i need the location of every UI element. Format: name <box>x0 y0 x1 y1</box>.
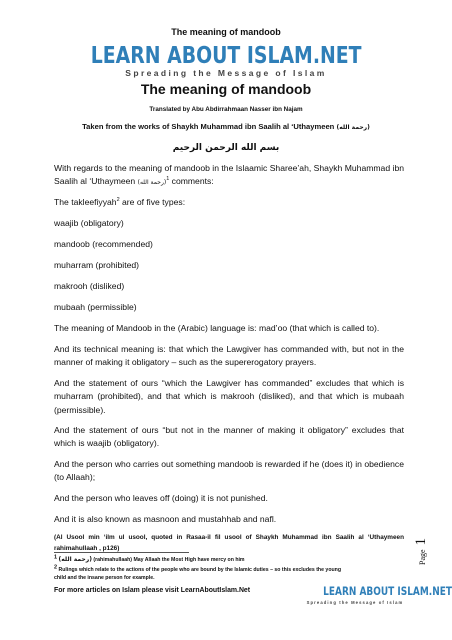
footnote-1-number: 1 <box>54 554 58 561</box>
basmala: بسم الله الرحمن الرحيم <box>172 143 280 153</box>
site-logo <box>0 43 452 78</box>
source-honorific: (رحمة الله) <box>336 124 370 131</box>
footnote-2 <box>54 566 354 582</box>
body-paragraph: The meaning of Mandoob in the (Arabic) language is: mad’oo (that which is called to). <box>54 323 380 333</box>
types-list-item: mubaah (permissible) <box>54 302 137 312</box>
body-paragraph: And the statement of ours “but not in the manner of making it obligatory” excludes that which is waajib (obligatory). <box>54 425 404 449</box>
source-credit <box>0 122 452 131</box>
types-list-item: mandoob (recommended) <box>54 239 153 249</box>
running-header: The meaning of mandoob <box>171 27 281 37</box>
types-intro-text: The takleefiyyah <box>54 197 117 207</box>
footer-logo-tagline: Spreading the Message of Islam <box>306 600 404 605</box>
types-list-item: makrooh (disliked) <box>54 281 125 291</box>
page-word: Page <box>418 549 427 565</box>
page-number-value: 1 <box>413 537 429 546</box>
footnote-2-text: Rulings which relate to the actions of the people who are bound by the Islamic duties – so this excludes the young child and the insane person for example. <box>54 567 341 581</box>
footer-more-articles: For more articles on Islam please visit LearnAboutIslam.Net <box>54 587 251 594</box>
intro-text-end: comments: <box>171 176 214 187</box>
footnotes <box>54 556 354 584</box>
translator-credit: Translated by Abu Abdirrahmaan Nasser ibn Najam <box>149 106 303 113</box>
body-paragraph: And its technical meaning is: that which the Lawgiver has commanded with, but not in the manner of making it obligatory – such as the supererogatory prayers. <box>54 344 404 368</box>
body-paragraph: And the person who leaves off (doing) it is not punished. <box>54 493 268 503</box>
logo-tagline: Spreading the Message of Islam <box>125 68 327 78</box>
body-paragraph: And the person who carries out something mandoob is rewarded if he (does it) in obedience (to Allaah); <box>54 459 404 483</box>
footnote-divider <box>54 552 189 553</box>
intro-text: With regards to the meaning of mandoob in the Islaamic Sharee’ah, Shaykh Muhammad ibn Saalih al ‘Uthaymeen <box>54 163 404 187</box>
logo-name: LEARN ABOUT ISLAM.NET <box>90 43 362 69</box>
page-title: The meaning of mandoob <box>140 81 312 97</box>
types-list-item: muharram (prohibited) <box>54 260 140 270</box>
footnote-1 <box>54 556 354 564</box>
footnote-2-number: 2 <box>54 564 58 571</box>
body-paragraph: And it is also known as masnoon and mustahhab and nafl. <box>54 514 277 524</box>
footnote-ref-2: 2 <box>116 197 120 204</box>
body-paragraph: And the statement of ours “which the Lawgiver has commanded” excludes that which is muharram (prohibited), and that which is makrooh (disliked), and that which is mubaah (permissible). <box>54 378 404 415</box>
footnote-1-text: (rahimahullaah) May Allaah the Most High have mercy on him <box>93 557 245 563</box>
footnote-1-arabic: (رحمة الله) <box>58 556 92 563</box>
types-intro <box>54 196 404 209</box>
footer-logo-name: LEARN ABOUT ISLAM.NET <box>323 584 452 598</box>
intro-paragraph <box>54 162 404 190</box>
types-intro-end: are of five types: <box>122 197 186 207</box>
source-credit-text: Taken from the works of Shaykh Muhammad ibn Saalih al ‘Uthaymeen <box>82 122 335 131</box>
intro-honorific: (رحمة الله) <box>137 179 167 187</box>
footer-logo <box>305 582 452 605</box>
footnote-ref-1: 1 <box>166 176 170 183</box>
page-number <box>412 538 430 565</box>
types-list-item: waajib (obligatory) <box>54 218 124 228</box>
source-reference: (Al Usool min ‘ilm ul usool, quoted in Rasaa-il fil usool of Shaykh Muhammad ibn Saalih al ‘Uthaymeen rahimahullaah , p126) <box>54 534 404 552</box>
